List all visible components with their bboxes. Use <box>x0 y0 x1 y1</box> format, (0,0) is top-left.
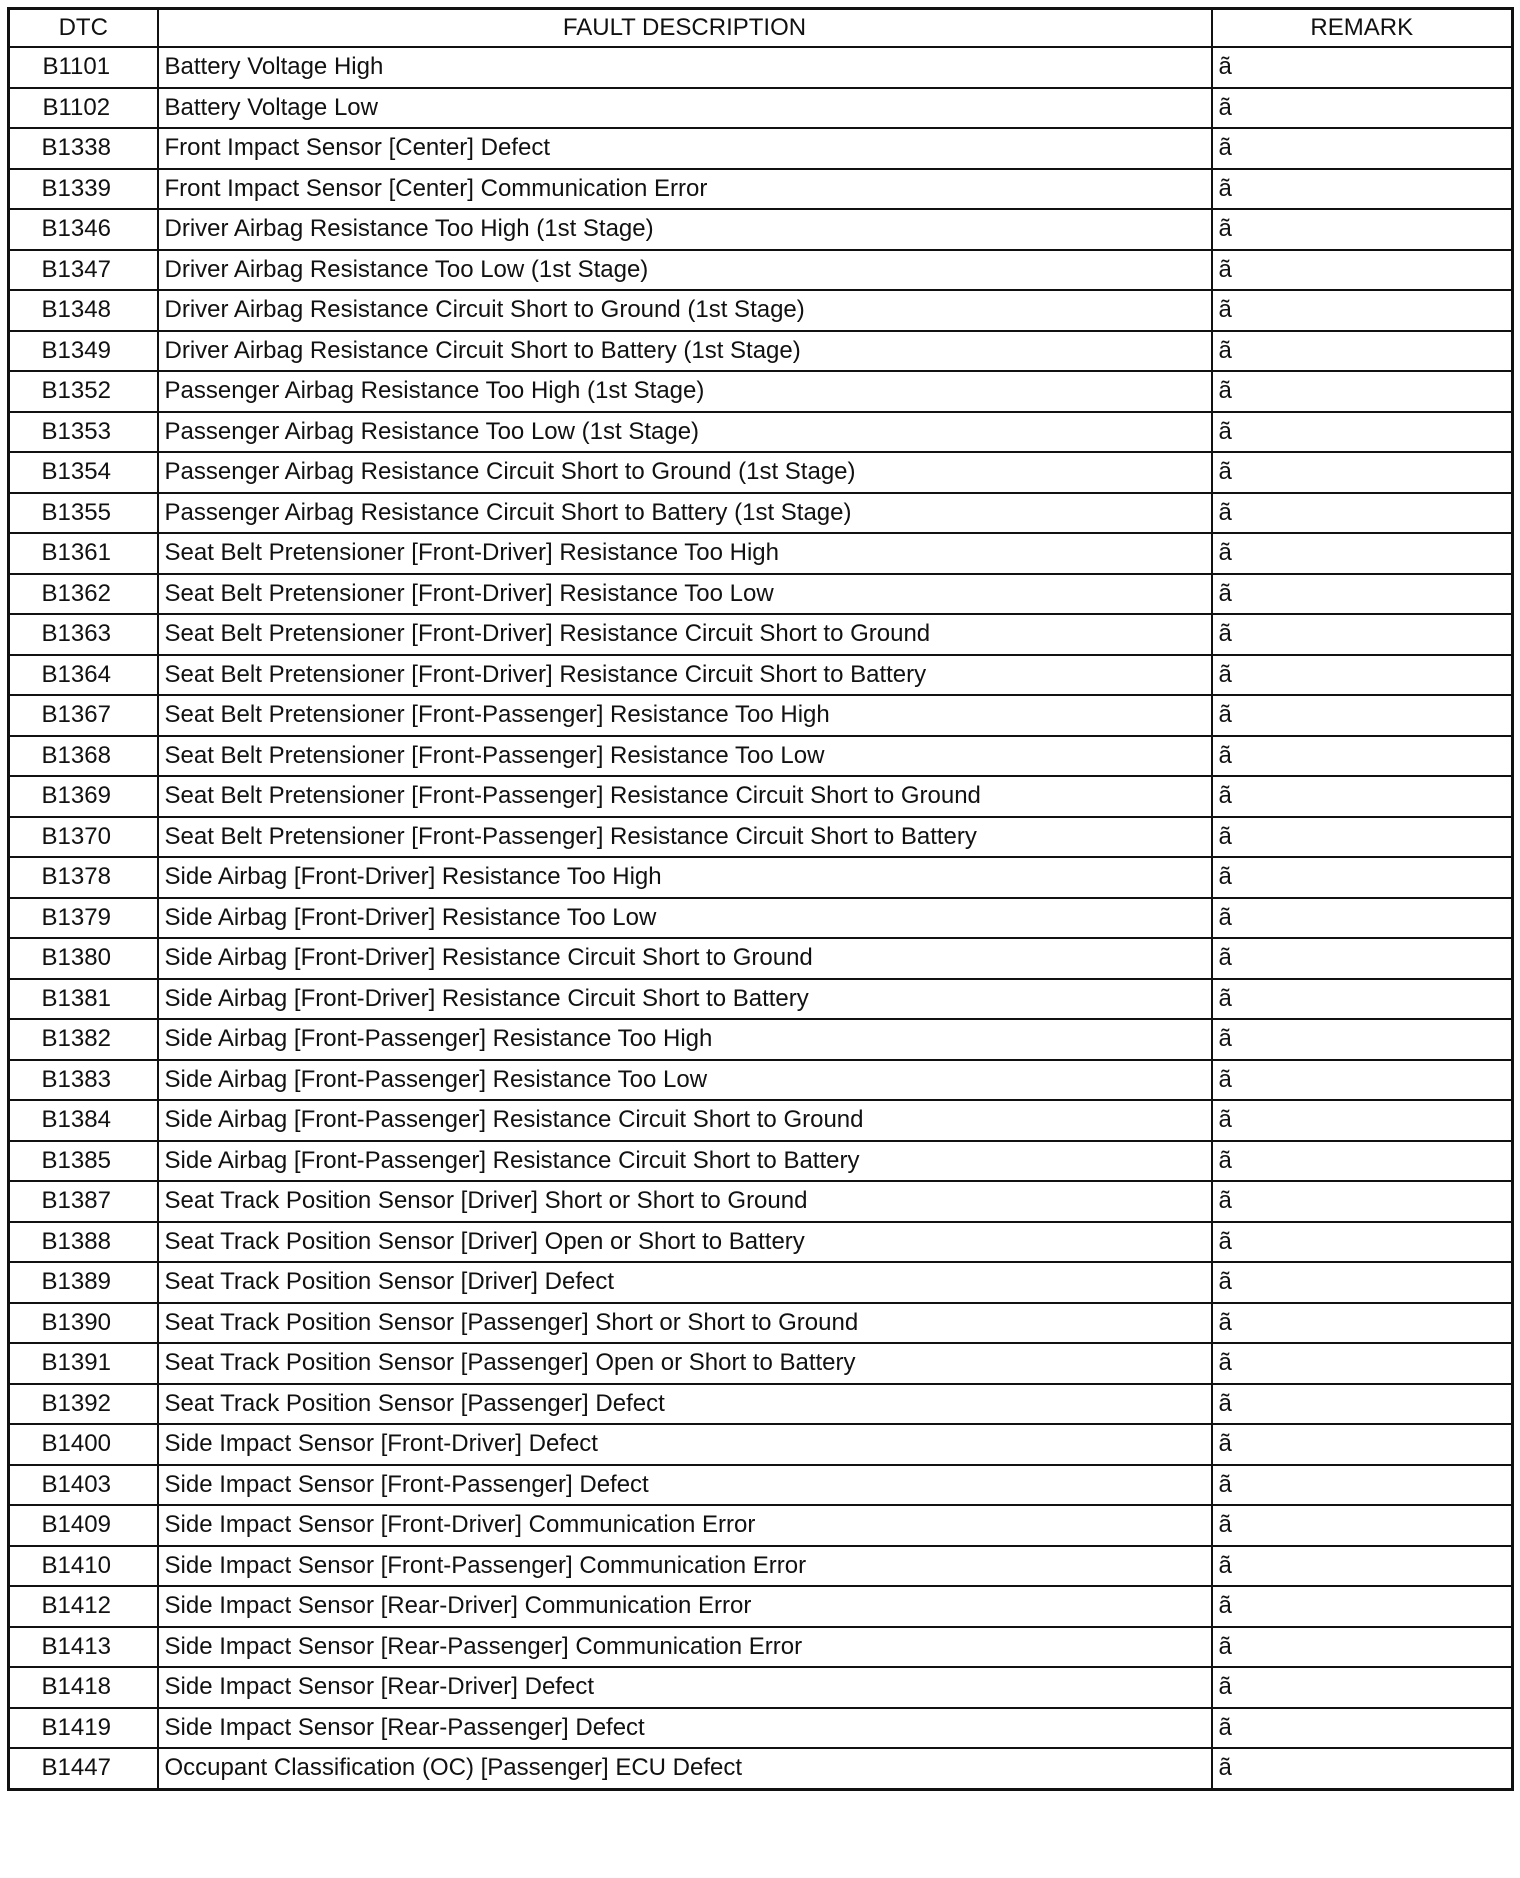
table-row <box>9 1505 1513 1546</box>
dtc-code-cell: B1384 <box>9 1100 158 1141</box>
remark-cell: ã <box>1212 938 1513 979</box>
dtc-table <box>7 7 1514 1791</box>
table-row <box>9 452 1513 493</box>
table-row <box>9 898 1513 939</box>
remark-cell: ã <box>1212 371 1513 412</box>
fault-description-cell: Side Impact Sensor [Front-Driver] Defect <box>158 1424 1212 1465</box>
dtc-code-cell: B1392 <box>9 1384 158 1425</box>
remark-cell: ã <box>1212 1546 1513 1587</box>
dtc-code-cell: B1387 <box>9 1181 158 1222</box>
fault-description-cell: Occupant Classification (OC) [Passenger] ECU Defect <box>158 1748 1212 1789</box>
table-row <box>9 736 1513 777</box>
table-row <box>9 1708 1513 1749</box>
remark-cell: ã <box>1212 655 1513 696</box>
remark-cell: ã <box>1212 1424 1513 1465</box>
fault-description-cell: Side Impact Sensor [Front-Driver] Communication Error <box>158 1505 1212 1546</box>
fault-description-cell: Seat Belt Pretensioner [Front-Passenger] Resistance Circuit Short to Ground <box>158 776 1212 817</box>
table-row <box>9 128 1513 169</box>
remark-cell: ã <box>1212 1060 1513 1101</box>
fault-description-cell: Front Impact Sensor [Center] Defect <box>158 128 1212 169</box>
fault-description-cell: Seat Belt Pretensioner [Front-Passenger] Resistance Circuit Short to Battery <box>158 817 1212 858</box>
remark-cell: ã <box>1212 857 1513 898</box>
fault-description-cell: Seat Belt Pretensioner [Front-Driver] Resistance Too Low <box>158 574 1212 615</box>
fault-description-cell: Side Impact Sensor [Front-Passenger] Communication Error <box>158 1546 1212 1587</box>
table-row <box>9 88 1513 129</box>
fault-description-cell: Seat Track Position Sensor [Passenger] Open or Short to Battery <box>158 1343 1212 1384</box>
table-row <box>9 817 1513 858</box>
fault-description-cell: Driver Airbag Resistance Circuit Short to Ground (1st Stage) <box>158 290 1212 331</box>
remark-cell: ã <box>1212 250 1513 291</box>
fault-description-cell: Passenger Airbag Resistance Circuit Short to Ground (1st Stage) <box>158 452 1212 493</box>
remark-cell: ã <box>1212 1465 1513 1506</box>
table-row <box>9 1424 1513 1465</box>
remark-cell: ã <box>1212 88 1513 129</box>
fault-description-cell: Seat Belt Pretensioner [Front-Driver] Resistance Circuit Short to Ground <box>158 614 1212 655</box>
fault-description-cell: Seat Track Position Sensor [Passenger] Short or Short to Ground <box>158 1303 1212 1344</box>
remark-cell: ã <box>1212 1667 1513 1708</box>
dtc-code-cell: B1349 <box>9 331 158 372</box>
table-row <box>9 1141 1513 1182</box>
table-row <box>9 493 1513 534</box>
table-row <box>9 776 1513 817</box>
table-row <box>9 371 1513 412</box>
table-row <box>9 1384 1513 1425</box>
dtc-code-cell: B1370 <box>9 817 158 858</box>
table-row <box>9 250 1513 291</box>
dtc-code-cell: B1409 <box>9 1505 158 1546</box>
remark-cell: ã <box>1212 898 1513 939</box>
remark-cell: ã <box>1212 817 1513 858</box>
dtc-code-cell: B1400 <box>9 1424 158 1465</box>
table-row <box>9 533 1513 574</box>
remark-cell: ã <box>1212 1019 1513 1060</box>
dtc-code-cell: B1346 <box>9 209 158 250</box>
fault-description-cell: Side Airbag [Front-Passenger] Resistance Circuit Short to Battery <box>158 1141 1212 1182</box>
table-row <box>9 655 1513 696</box>
remark-cell: ã <box>1212 533 1513 574</box>
table-row <box>9 1262 1513 1303</box>
fault-description-cell: Passenger Airbag Resistance Too Low (1st Stage) <box>158 412 1212 453</box>
dtc-code-cell: B1338 <box>9 128 158 169</box>
remark-cell: ã <box>1212 1505 1513 1546</box>
table-row <box>9 574 1513 615</box>
header-fault-description: FAULT DESCRIPTION <box>158 9 1212 48</box>
fault-description-cell: Side Impact Sensor [Rear-Passenger] Defect <box>158 1708 1212 1749</box>
remark-cell: ã <box>1212 412 1513 453</box>
table-row <box>9 209 1513 250</box>
table-row <box>9 1667 1513 1708</box>
fault-description-cell: Side Impact Sensor [Rear-Passenger] Communication Error <box>158 1627 1212 1668</box>
dtc-code-cell: B1390 <box>9 1303 158 1344</box>
dtc-code-cell: B1413 <box>9 1627 158 1668</box>
table-row <box>9 1222 1513 1263</box>
dtc-code-cell: B1361 <box>9 533 158 574</box>
dtc-code-cell: B1380 <box>9 938 158 979</box>
table-header <box>9 9 1513 48</box>
dtc-code-cell: B1419 <box>9 1708 158 1749</box>
dtc-code-cell: B1354 <box>9 452 158 493</box>
dtc-code-cell: B1367 <box>9 695 158 736</box>
dtc-code-cell: B1363 <box>9 614 158 655</box>
fault-description-cell: Seat Belt Pretensioner [Front-Driver] Resistance Too High <box>158 533 1212 574</box>
remark-cell: ã <box>1212 1181 1513 1222</box>
fault-description-cell: Driver Airbag Resistance Circuit Short to Battery (1st Stage) <box>158 331 1212 372</box>
fault-description-cell: Side Airbag [Front-Driver] Resistance Circuit Short to Ground <box>158 938 1212 979</box>
remark-cell: ã <box>1212 1384 1513 1425</box>
fault-description-cell: Seat Belt Pretensioner [Front-Passenger] Resistance Too Low <box>158 736 1212 777</box>
remark-cell: ã <box>1212 1586 1513 1627</box>
fault-description-cell: Passenger Airbag Resistance Circuit Short to Battery (1st Stage) <box>158 493 1212 534</box>
dtc-code-cell: B1364 <box>9 655 158 696</box>
dtc-code-cell: B1381 <box>9 979 158 1020</box>
remark-cell: ã <box>1212 574 1513 615</box>
fault-description-cell: Seat Track Position Sensor [Driver] Short or Short to Ground <box>158 1181 1212 1222</box>
table-row <box>9 169 1513 210</box>
dtc-code-cell: B1339 <box>9 169 158 210</box>
dtc-code-cell: B1368 <box>9 736 158 777</box>
remark-cell: ã <box>1212 47 1513 88</box>
dtc-code-cell: B1102 <box>9 88 158 129</box>
dtc-code-cell: B1347 <box>9 250 158 291</box>
dtc-code-cell: B1369 <box>9 776 158 817</box>
dtc-code-cell: B1348 <box>9 290 158 331</box>
dtc-code-cell: B1447 <box>9 1748 158 1789</box>
remark-cell: ã <box>1212 452 1513 493</box>
remark-cell: ã <box>1212 1748 1513 1789</box>
dtc-code-cell: B1379 <box>9 898 158 939</box>
fault-description-cell: Side Impact Sensor [Front-Passenger] Defect <box>158 1465 1212 1506</box>
fault-description-cell: Seat Track Position Sensor [Driver] Defect <box>158 1262 1212 1303</box>
dtc-code-cell: B1362 <box>9 574 158 615</box>
fault-description-cell: Battery Voltage Low <box>158 88 1212 129</box>
fault-description-cell: Seat Track Position Sensor [Passenger] Defect <box>158 1384 1212 1425</box>
fault-description-cell: Passenger Airbag Resistance Too High (1st Stage) <box>158 371 1212 412</box>
fault-description-cell: Seat Belt Pretensioner [Front-Driver] Resistance Circuit Short to Battery <box>158 655 1212 696</box>
fault-description-cell: Side Airbag [Front-Passenger] Resistance Too High <box>158 1019 1212 1060</box>
remark-cell: ã <box>1212 331 1513 372</box>
remark-cell: ã <box>1212 169 1513 210</box>
table-row <box>9 1748 1513 1789</box>
table-row <box>9 47 1513 88</box>
dtc-code-cell: B1403 <box>9 1465 158 1506</box>
remark-cell: ã <box>1212 614 1513 655</box>
fault-description-cell: Seat Track Position Sensor [Driver] Open or Short to Battery <box>158 1222 1212 1263</box>
dtc-code-cell: B1378 <box>9 857 158 898</box>
table-row <box>9 1303 1513 1344</box>
remark-cell: ã <box>1212 493 1513 534</box>
table-row <box>9 1181 1513 1222</box>
remark-cell: ã <box>1212 1303 1513 1344</box>
remark-cell: ã <box>1212 1708 1513 1749</box>
dtc-code-cell: B1352 <box>9 371 158 412</box>
table-body <box>9 47 1513 1789</box>
fault-description-cell: Front Impact Sensor [Center] Communication Error <box>158 169 1212 210</box>
fault-description-cell: Driver Airbag Resistance Too High (1st Stage) <box>158 209 1212 250</box>
remark-cell: ã <box>1212 128 1513 169</box>
table-row <box>9 1343 1513 1384</box>
table-row <box>9 1100 1513 1141</box>
dtc-code-cell: B1385 <box>9 1141 158 1182</box>
dtc-code-cell: B1355 <box>9 493 158 534</box>
header-dtc: DTC <box>9 9 158 48</box>
dtc-code-cell: B1418 <box>9 1667 158 1708</box>
fault-description-cell: Side Airbag [Front-Driver] Resistance Too Low <box>158 898 1212 939</box>
fault-description-cell: Side Airbag [Front-Passenger] Resistance Circuit Short to Ground <box>158 1100 1212 1141</box>
table-row <box>9 1627 1513 1668</box>
dtc-code-cell: B1410 <box>9 1546 158 1587</box>
remark-cell: ã <box>1212 736 1513 777</box>
remark-cell: ã <box>1212 290 1513 331</box>
dtc-code-cell: B1412 <box>9 1586 158 1627</box>
fault-description-cell: Side Impact Sensor [Rear-Driver] Communication Error <box>158 1586 1212 1627</box>
dtc-code-cell: B1389 <box>9 1262 158 1303</box>
dtc-code-cell: B1382 <box>9 1019 158 1060</box>
table-row <box>9 412 1513 453</box>
table-row <box>9 614 1513 655</box>
remark-cell: ã <box>1212 1262 1513 1303</box>
fault-description-cell: Side Airbag [Front-Driver] Resistance Circuit Short to Battery <box>158 979 1212 1020</box>
header-row <box>9 9 1513 48</box>
dtc-code-cell: B1383 <box>9 1060 158 1101</box>
remark-cell: ã <box>1212 1141 1513 1182</box>
remark-cell: ã <box>1212 1343 1513 1384</box>
dtc-code-cell: B1353 <box>9 412 158 453</box>
table-row <box>9 1546 1513 1587</box>
dtc-code-cell: B1388 <box>9 1222 158 1263</box>
table-row <box>9 331 1513 372</box>
remark-cell: ã <box>1212 695 1513 736</box>
remark-cell: ã <box>1212 209 1513 250</box>
header-remark: REMARK <box>1212 9 1513 48</box>
table-row <box>9 1586 1513 1627</box>
fault-description-cell: Side Airbag [Front-Driver] Resistance Too High <box>158 857 1212 898</box>
remark-cell: ã <box>1212 979 1513 1020</box>
table-row <box>9 290 1513 331</box>
fault-description-cell: Seat Belt Pretensioner [Front-Passenger] Resistance Too High <box>158 695 1212 736</box>
table-row <box>9 857 1513 898</box>
remark-cell: ã <box>1212 776 1513 817</box>
fault-description-cell: Battery Voltage High <box>158 47 1212 88</box>
table-row <box>9 1465 1513 1506</box>
dtc-code-cell: B1391 <box>9 1343 158 1384</box>
table-row <box>9 938 1513 979</box>
table-row <box>9 1060 1513 1101</box>
remark-cell: ã <box>1212 1100 1513 1141</box>
table-row <box>9 695 1513 736</box>
fault-description-cell: Driver Airbag Resistance Too Low (1st Stage) <box>158 250 1212 291</box>
fault-description-cell: Side Airbag [Front-Passenger] Resistance Too Low <box>158 1060 1212 1101</box>
remark-cell: ã <box>1212 1222 1513 1263</box>
remark-cell: ã <box>1212 1627 1513 1668</box>
table-row <box>9 979 1513 1020</box>
fault-description-cell: Side Impact Sensor [Rear-Driver] Defect <box>158 1667 1212 1708</box>
dtc-code-cell: B1101 <box>9 47 158 88</box>
table-row <box>9 1019 1513 1060</box>
